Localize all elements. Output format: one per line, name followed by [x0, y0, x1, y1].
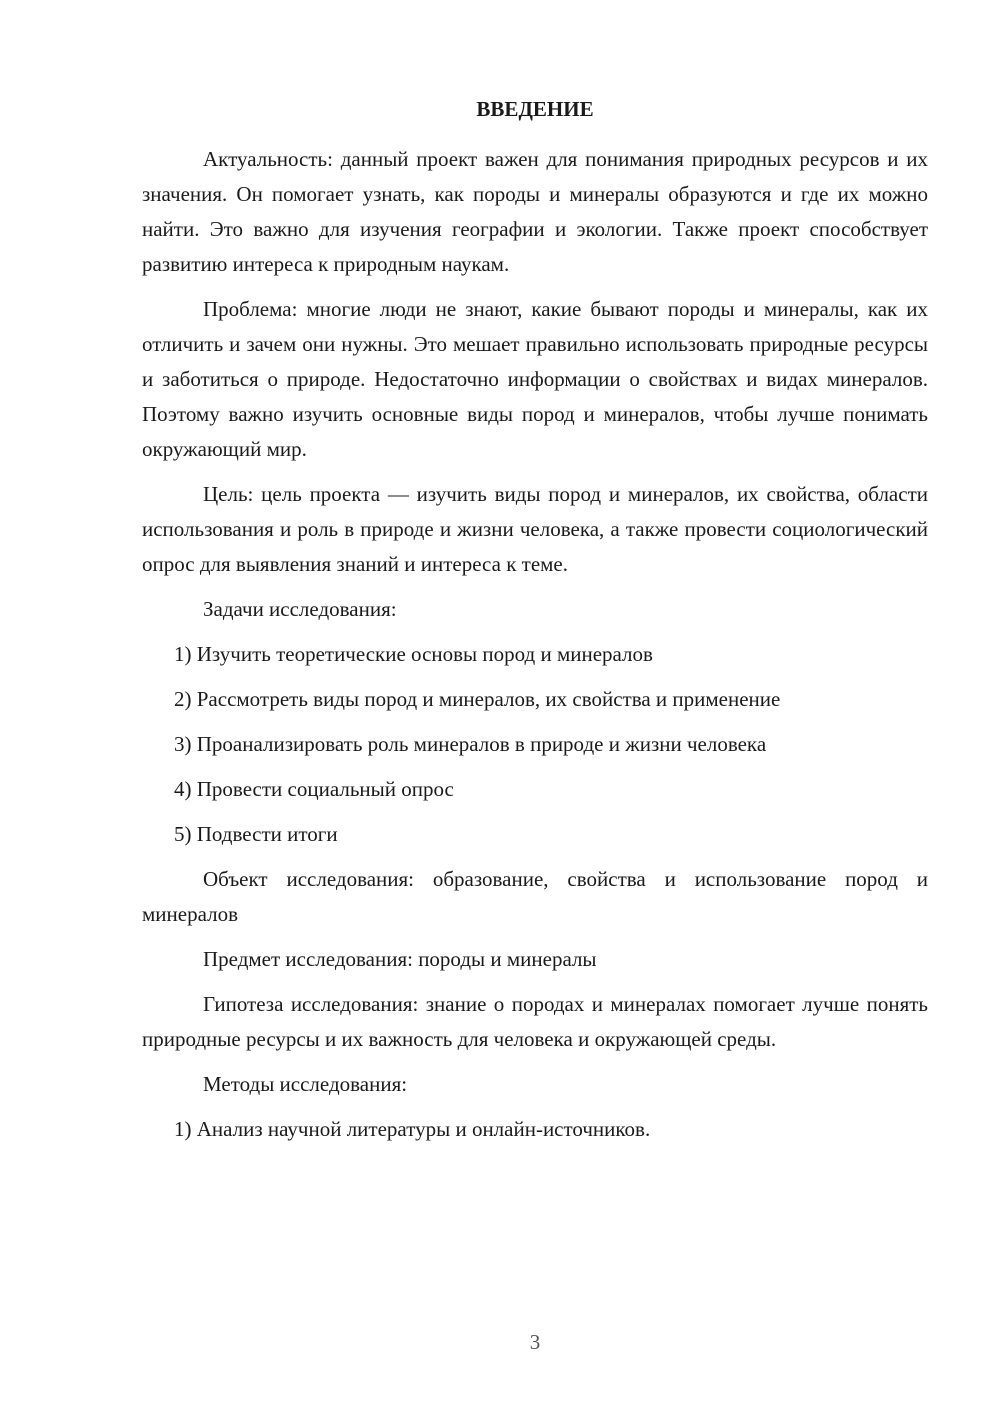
methods-heading: Методы исследования:	[203, 1072, 408, 1096]
relevance-paragraph: Актуальность: данный проект важен для понимания природных ресурсов и их значения. Он помогает узнать, как породы и минералы образуются и где их можно найти. Это важно для изучения географии и экологии. Также проект способствует развитию интереса к природным наукам.	[142, 147, 928, 276]
object-paragraph: Объект исследования: образование, свойства и использование пород и минералов	[142, 867, 928, 926]
goal-paragraph: Цель: цель проекта — изучить виды пород и минералов, их свойства, области использования и роль в природе и жизни человека, а также провести социологический опрос для выявления знаний и интереса к теме.	[142, 482, 928, 576]
page-number: 3	[529, 1330, 541, 1354]
task-item-1: 1) Изучить теоретические основы пород и минералов	[174, 642, 653, 666]
task-item-2: 2) Рассмотреть виды пород и минералов, их свойства и применение	[174, 687, 781, 711]
subject-paragraph: Предмет исследования: породы и минералы	[203, 947, 597, 971]
task-item-4: 4) Провести социальный опрос	[174, 777, 454, 801]
document-page	[142, 92, 928, 1157]
problem-paragraph: Проблема: многие люди не знают, какие бывают породы и минералы, как их отличить и зачем они нужны. Это мешает правильно использовать природные ресурсы и заботиться о природе. Недостаточно информации о свойствах и видах минералов. Поэтому важно изучить основные виды пород и минералов, чтобы лучше понимать окружающий мир.	[142, 297, 928, 461]
section-title: ВВЕДЕНИЕ	[476, 97, 594, 121]
tasks-heading: Задачи исследования:	[203, 597, 397, 621]
hypothesis-paragraph: Гипотеза исследования: знание о породах и минералах помогает лучше понять природные ресурсы и их важность для человека и окружающей среды.	[142, 992, 928, 1051]
method-item-1: 1) Анализ научной литературы и онлайн-источников.	[174, 1117, 651, 1141]
task-item-3: 3) Проанализировать роль минералов в природе и жизни человека	[174, 732, 767, 756]
task-item-5: 5) Подвести итоги	[174, 822, 338, 846]
